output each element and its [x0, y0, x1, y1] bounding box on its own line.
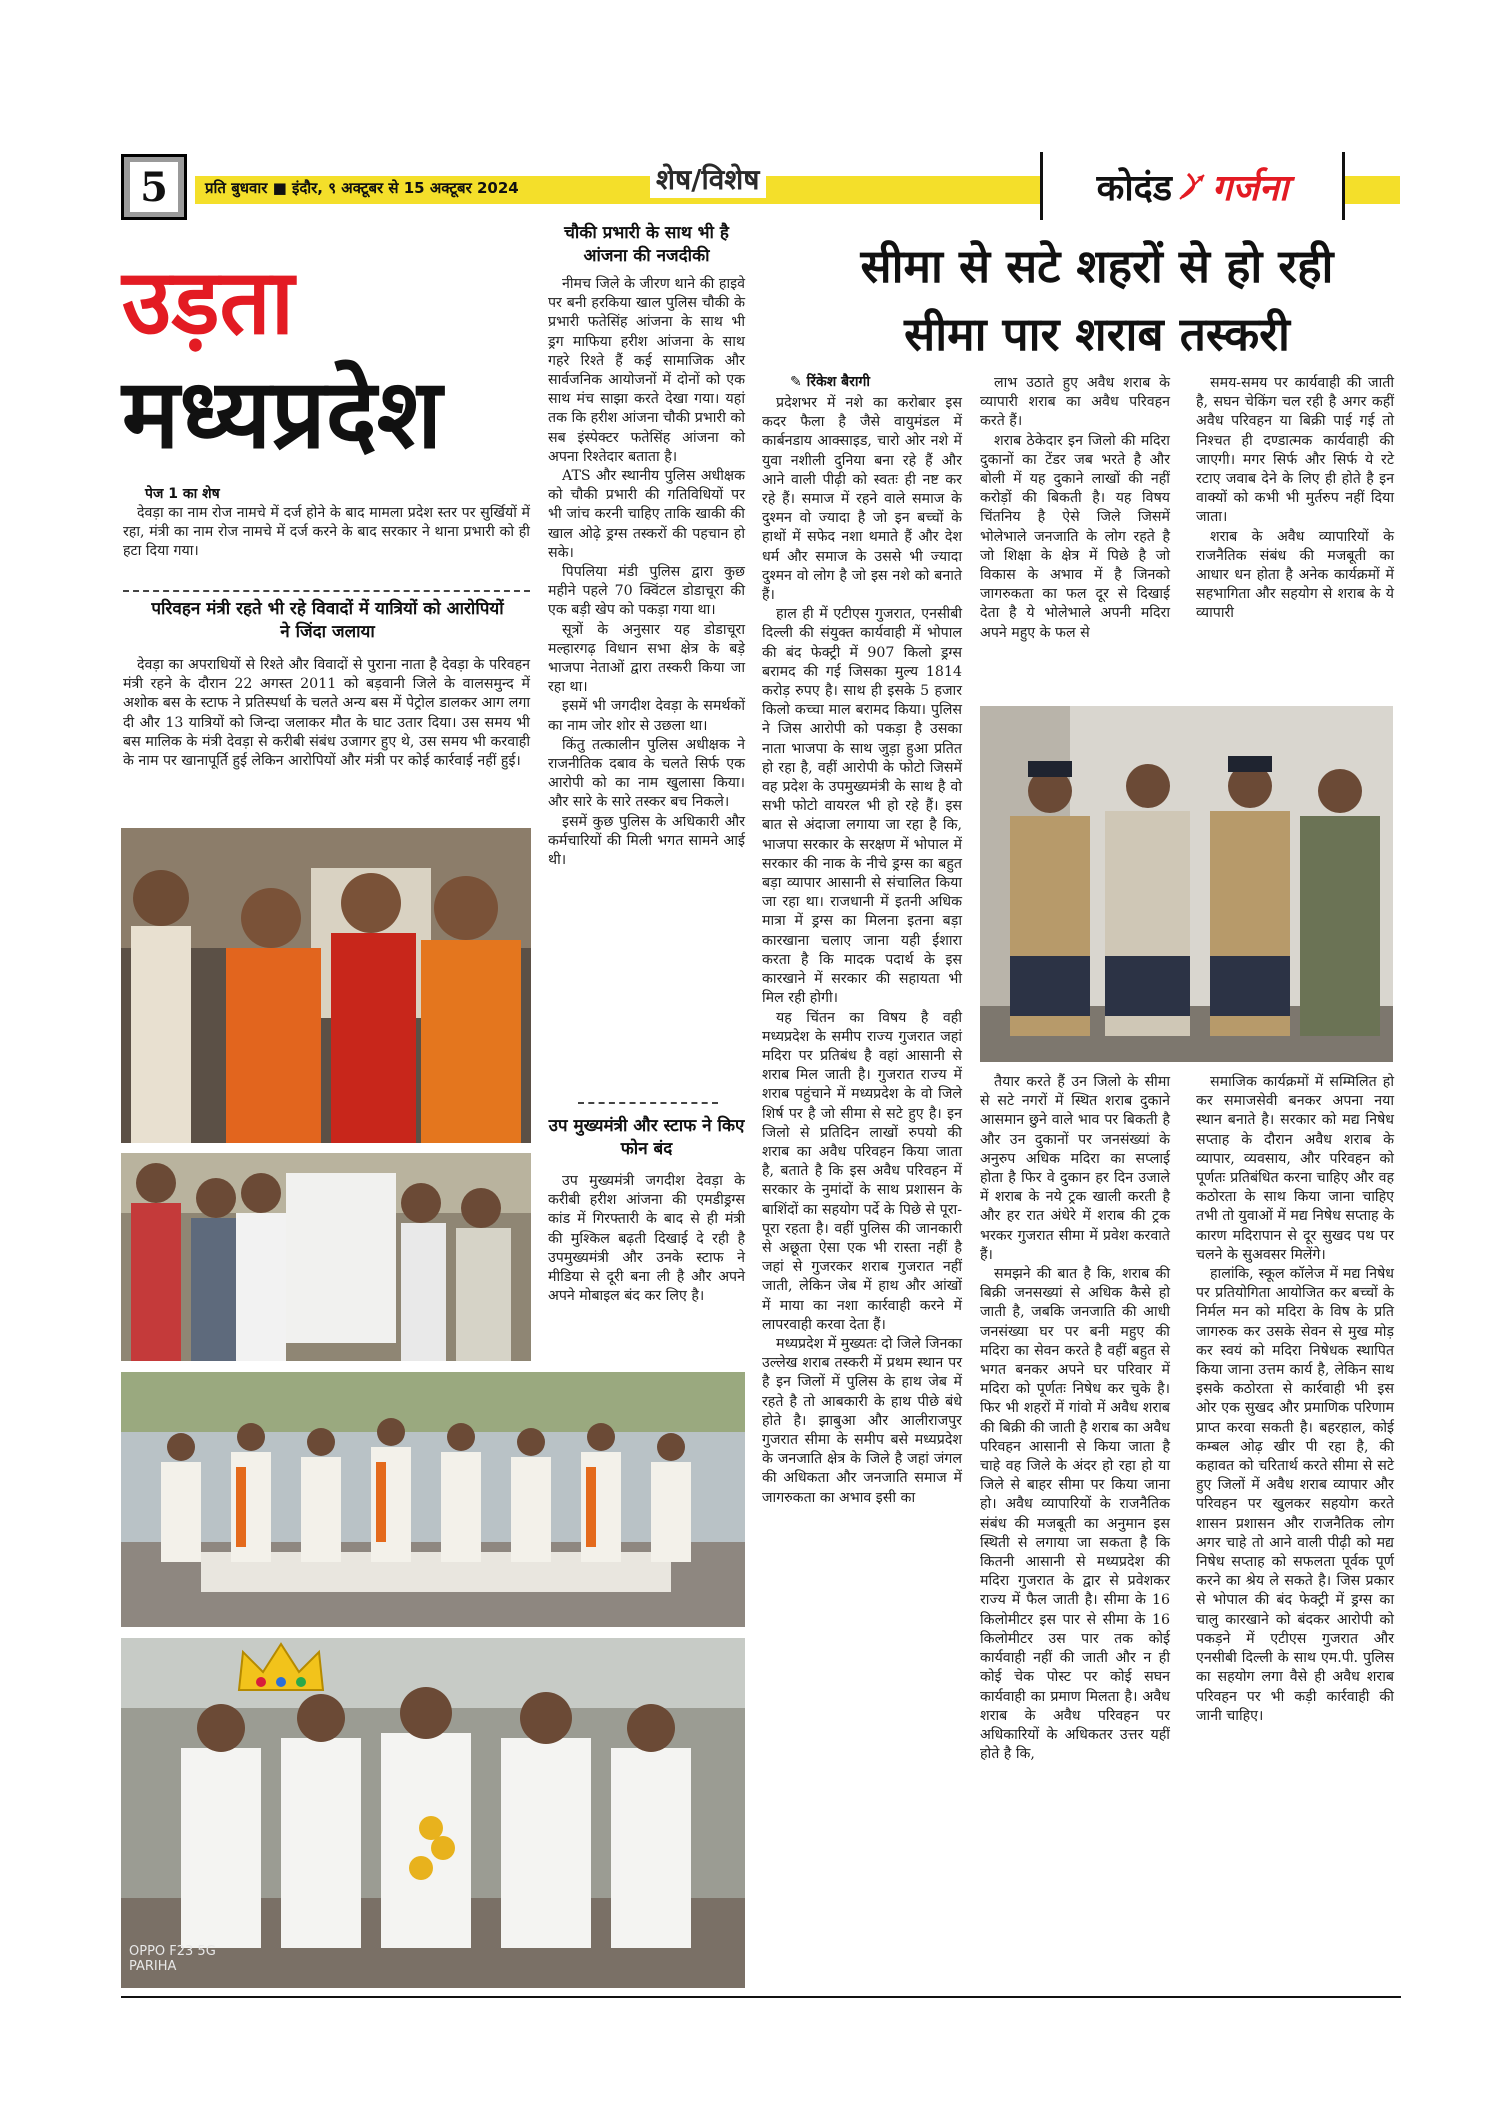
byline	[790, 372, 870, 391]
col5-para-a: समय-समय पर कार्यवाही की जाती है, सघन चेकिंग चल रही है अगर कहीं अवैध परिवहन या बिक्री पाई गई तो निश्चत ही दण्डात्मक कार्यवाही की जाएगी। मगर सिर्फ और सिर्फ ये रटे रटाए जवाब देने के लिए ही होते है इन वाक्यों को कभी भी मुर्तरुप नहीं दिया जाता।	[1196, 375, 1394, 526]
col3-block-a	[762, 394, 962, 1508]
col2-para-5: इसमें भी जगदीश देवड़ा के समर्थकों का नाम जोर शोर से उछला था।	[548, 698, 745, 734]
col4-para-d: समझने की बात है कि, शराब की बिक्री जनसख्यां से अधिक कैसे हो जाती है, जबकि जनजाति की आधी जनसंख्या घर पर बनी महुए की मदिरा का सेवन करते है वहीं बहुत से भगत बनकर अपने घर परिवार में मदिरा को पूर्णतः निषेध कर चुके है। फिर भी शहरों में गांवो में अवैध शराब की बिक्री की जाती है शराब का अवैध परिवहन आसानी से किया जाता है चाहे वह जिले के अंदर हो रहा हो या जिले से बाहर सीमा पर किया जाना हो। अवैध व्यापारियों के राजनैतिक संबंध की मजबूती का अनुमान इस स्थिती से लगाया जा सकता है कि कितनी आसानी से मध्यप्रदेश की मदिरा गुजरात के द्वार से प्रवेशकर राज्य में फैल जाती है। सीमा के 16 किलोमीटर इस पार से सीमा के 16 किलोमीटर उस पार तक कोई कार्यवाही नहीं की जाती और न ही कोई चेक पोस्ट पर कोई सघन कार्यवाही का प्रमाण मिलता है। अवैध शराब के अवैध परिवहन पर अधिकारियों के अधिकतर उत्तर यहीं होते है कि,	[980, 1266, 1170, 1763]
logo-text-red: गर्जना	[1212, 166, 1289, 209]
col2-box-paragraph: उप मुख्यमंत्री जगदीश देवड़ा के करीबी हरीश आंजना की एमडीड्रग्स कांड में गिरफ्तारी के बाद से ही मंत्री की मुश्किल बढ़ती दिखाई दे रही है उपमुख्यमंत्री और उनके स्टाफ ने मीडिया से दूरी बना ली है और अपने अपने मोबाइल बंद कर लिए है।	[548, 1173, 745, 1305]
crown-icon	[233, 1638, 329, 1698]
photo-watermark: OPPO F23 5G PARIHA	[129, 1944, 216, 1974]
col2-para-7: इसमें कुछ पुलिस के अधिकारी और कर्मचारियों की मिली भगत सामने आई थी।	[548, 813, 745, 869]
page-number-box	[121, 154, 187, 220]
lead-headline-red: उड़ता	[122, 249, 295, 355]
pen-icon: ✎	[790, 374, 802, 390]
photo-refrigerator-group	[121, 1153, 531, 1361]
logo-text-black: कोदंड	[1096, 166, 1173, 209]
col4-para-a: लाभ उठाते हुए अवैध शराब के व्यापारी शराब का अवैध परिवहन करते हैं।	[980, 375, 1170, 430]
col4-para-b: शराब ठेकेदार इन जिलो की मदिरा दुकानों का टेंडर जब भरते है और बोली में यह दुकाने लाखों की नहीं करोड़ों की बिकती है। यह विषय चिंतनिय है ऐसे जिले जिसमें भोलेभाले जनजाति के लोग रहते है जो शिक्षा के क्षेत्र में पिछे है जो विकास के अभाव में है जिनको जागरुकता का फल दूर से दिखाई देता है ये भोलेभाले अपनी मदिरा अपने महुए के फल से	[980, 432, 1170, 641]
col3-para-b: हाल ही में एटीएस गुजरात, एनसीबी दिल्ली की संयुक्त कार्यवाही में भोपाल की बंद फेक्ट्री में 907 किलो ड्रग्स बरामद की गई जिसका मुल्य 1814 करोड़ रुपए है। साथ ही इसके 5 हजार किलो कच्चा माल बरामद किया। पुलिस ने जिस आरोपी को पकड़ा है उसका नाता भाजपा के साथ जुड़ा हुआ प्रतित हो रहा है, वहीं आरोपी के फोटो जिसमें वह प्रदेश के उपमुख्यमंत्री के साथ है वो सभी फोटो वायरल भी हो रहे हैं। इस बात से अंदाजा लगाया जा रहा है कि, भाजपा सरकार के सरक्षण में भोपाल में सरकार की नाक के नीचे ड्रग्स का बहुत बड़ा व्यापार आसानी से संचालित किया जा रहा था। राजधानी में इतनी अधिक मात्रा में ड्रग्स का मिलना इतना बड़ा कारखाना चलाए जाना यही ईशारा करता है कि मादक पदार्थ के इस कारखाने में सरकार की सहायता भी मिल रही होगी।	[762, 606, 962, 1007]
lead-headline-black: मध्यप्रदेश	[122, 357, 443, 470]
photo-stage-celebration	[121, 1372, 745, 1627]
col3-para-a: प्रदेशभर में नशे का करोबार इस कदर फैला है जैसे वायुमंडल में कार्बनडाय आक्साइड, चारो ओर नशे में युवा नशीली दुनिया बना रहे हैं और आने वाली पीढ़ी को स्वतः ही नष्ट कर रहे हैं। समाज में रहने वाले समाज के दुश्मन वो ज्यादा है जो इन बच्चों के हाथों में सफेद नशा थमाते हैं और देश धर्म और समाज के उससे भी ज्यादा दुश्मन वो लोग है जो इस नशे को बनाते हैं।	[762, 395, 962, 604]
col2-text	[548, 275, 745, 870]
main-headline	[792, 232, 1402, 368]
photo-saffron-group	[121, 828, 531, 1143]
col3-para-d: मध्यप्रदेश में मुख्यतः दो जिले जिनका उल्लेख शराब तस्करी में प्रथम स्थान पर है इन जिलों में पुलिस के हाथ जेब में रहते है तो आबकारी के हाथ पीछे बंधे होते है। झाबुआ और आलीराजपुर गुजरात सीमा के समीप बसे मध्यप्रदेश के जनजाति क्षेत्र के जिले है जहां जंगल की अधिकता और जनजाति समाज में जागरुकता का अभाव इसी का	[762, 1335, 962, 1506]
continued-text	[123, 504, 530, 562]
col2-box-text	[548, 1172, 745, 1306]
col2-divider	[578, 1102, 718, 1104]
story2-text	[123, 656, 530, 771]
section-label: शेष/विशेष	[650, 160, 766, 198]
main-headline-line2: सीमा पार शराब तस्करी	[904, 307, 1290, 361]
photo-police-arrest	[980, 706, 1393, 1062]
col2-box-title: उप मुख्यमंत्री और स्टाफ ने किए फोन बंद	[548, 1116, 745, 1159]
col2-para-2: ATS और स्थानीय पुलिस अधीक्षक को चौकी प्रभारी की गतिविधियों पर भी जांच करनी चाहिए ताकि खाकी की खाल ओढ़े ड्रग्स तस्करों की पहचान हो सके।	[548, 468, 745, 561]
col2-title: चौकी प्रभारी के साथ भी है आंजना की नजदीकी	[564, 223, 729, 266]
col4-para-c: तैयार करते हैं उन जिलो के सीमा से सटे नगरों में स्थित शराब दुकाने आसमान छुने वाले भाव पर बिकती है और उन दुकानों पर जनसंख्यां के अनुरुप अधिक मदिरा का सप्लाई होता है फिर वे दुकान हर दिन उजाले में शराब के नये ट्रक खाली करती है और हर रात अंधेरे में शराब की ट्रक भरकर गुजरात सीमा में प्रवेश करवाते हैं।	[980, 1074, 1170, 1263]
masthead-logo	[1040, 152, 1345, 220]
col2-para-1: नीमच जिले के जीरण थाने की हाइवे पर बनी हरकिया खाल पुलिस चौकी के प्रभारी फतेसिंह आंजना के साथ भी ड्रग माफिया हरीश आंजना के साथ गहरे रिश्ते हैं कई सामाजिक और सार्वजनिक आयोजनों में दोनों को एक साथ मंच साझा करते देखा गया। यहां तक कि हरीश आंजना चौकी प्रभारी को सब इंस्पेक्टर फतेसिंह आंजना को अपना रिश्तेदार बताता है।	[548, 276, 745, 465]
col5-para-d: हालांकि, स्कूल कॉलेज में मद्य निषेध पर प्रतियोगिता आयोजित कर बच्चों के निर्मल मन को मदिरा के विष के प्रति जागरुक कर उसके सेवन से मुख मोड़ कर स्वयं को मदिरा निषेधक स्थापित किया जाना उत्तम कार्य है, लेकिन साथ इसके कठोरता से कार्रवाही भी इस ओर एक सुखद और प्रमाणिक परिणाम प्राप्त करवा सकती है। बहरहाल, कोई कम्बल ओढ़ खीर पी रहा है, की कहावत को चरितार्थ करते सीमा से सटे हुए जिलों में अवैध शराब व्यापार और परिवहन पर खुलकर सहयोग करते शासन प्रशासन और राजनैतिक लोग अगर चाहे तो आने वाली पीढ़ी को मद्य निषेध सप्ताह को सफलता पूर्वक पूर्ण करने का श्रेय ले सकते है। जिस प्रकार से भोपाल की बंद फेक्ट्री में ड्रग्स का चालु कारखाने को बंदकर आरोपी को पकड़ने में एटीएस गुजरात और एनसीबी दिल्ली के साथ एम.पी. पुलिस का सहयोग लगा वैसे ही अवैध शराब परिवहन पर भी कड़ी कार्रवाही की जानी चाहिए।	[1196, 1266, 1394, 1724]
bottom-rule	[121, 1996, 1401, 1998]
continued-label: पेज 1 का शेष	[145, 486, 220, 502]
main-headline-line1: सीमा से सटे शहरों से हो रही	[860, 239, 1334, 293]
col3-para-c: यह चिंतन का विषय है वही मध्यप्रदेश के समीप राज्य गुजरात जहां मदिरा पर प्रतिबंध है वहां आसानी से शराब मिल जाती है। गुजरात राज्य में शराब पहुंचाने में मध्यप्रदेश के वो जिले शिर्ष पर है जो सीमा से सटे हुए है। इन जिलो से प्रतिदिन लाखों रुपयो की शराब का अवैध परिवहन किया जाता है, बताते है कि इस अवैध परिवहन में सरकार के नुमांदों के साथ प्रशासन के बाशिंदों का सहयोग पर्दे के पिछे से पूरा-पूरा रहता है। वहीं पुलिस की जानकारी से अछूता ऐसा एक भी रास्ता नहीं है जहां से गुजरकर शराब गुजरात नहीं जाती, लेकिन जेब में हाथ और आंखों में माया का नशा कार्रवाही करने में लापरवाही करवा देता हैं।	[762, 1009, 962, 1333]
col4-block-bottom	[980, 1073, 1170, 1764]
col2-para-6: किंतु तत्कालीन पुलिस अधीक्षक ने राजनीतिक दबाव के चलते सिर्फ एक आरोपी को का नाम खुलासा किया। और सारे के सारे तस्कर बच निकले।	[548, 736, 745, 811]
story2-title: परिवहन मंत्री रहते भी रहे विवादों में यात्रियों को आरोपियों ने जिंदा जलाया	[151, 599, 504, 642]
col5-block-top	[1196, 374, 1394, 624]
byline-name: रिंकेश बैरागी	[806, 374, 870, 390]
col2-para-3: पिपलिया मंडी पुलिस द्वारा कुछ महीने पहले 70 क्विंटल डोडाचूरा की एक बड़ी खेप को पकड़ा गया था।	[548, 564, 745, 619]
continued-paragraph: देवड़ा का नाम रोज नामचे में दर्ज होने के बाद मामला प्रदेश स्तर पर सुर्खियों में रहा, मंत्री का नाम रोज नामचे में दर्ज करने के बाद सरकार ने थाना प्रभारी को ही हटा दिया गया।	[123, 505, 530, 560]
page-number: 5	[130, 162, 178, 212]
col2-para-4: सूत्रों के अनुसार यह डोडाचूरा मल्हारगढ़ विधान सभा क्षेत्र के बड़े भाजपा नेताओं द्वारा तस्करी किया जा रहा था।	[548, 621, 745, 696]
dateline: प्रति बुधवार ■ इंदौर, ९ अक्टूबर से 15 अक्टूबर 2024	[205, 179, 519, 197]
photo-walking-procession	[121, 1638, 745, 1988]
bow-arrow-icon	[1178, 171, 1206, 201]
col4-block-top	[980, 374, 1170, 643]
col5-para-c: समाजिक कार्यक्रमों में सम्मिलित हो कर समाजसेवी बनकर अपना नया स्थान बनाते है। सरकार को मद्य निषेध सप्ताह के दौरान अवैध शराब के व्यापार, व्यवसाय, और परिवहन को पूर्णतः प्रतिबंधित करना चाहिए और वह कठोरता के साथ किया जाना चाहिए तभी तो युवाओं में मद्य निषेध सप्ताह के कारण मदिरापान से दूर सुखद पथ पर चलने के सुअवसर मिलेंगे।	[1196, 1074, 1394, 1263]
story2-paragraph: देवड़ा का अपराधियों से रिश्ते और विवादों से पुराना नाता है देवड़ा के परिवहन मंत्री रहने के दौरान 22 अगस्त 2011 को बड़वानी जिले के वालसमुन्द में अशोक बस के स्टाफ ने प्रतिस्पर्धा के चलते अन्य बस में पेट्रोल डालकर आग लगा दी और 13 यात्रियों को जिन्दा जलाकर मौत के घाट उतार दिया। उस समय भी बस मालिक के मंत्री देवड़ा से करीबी संबंध उजागर हुए थे, उस समय भी करवाही के नाम पर खानापूर्ति हुई लेकिन आरोपियों और मंत्री पर कोई कार्रवाई नहीं हुई।	[123, 657, 530, 770]
col5-block-bottom	[1196, 1073, 1394, 1726]
col5-para-b: शराब के अवैध व्यापारियों के राजनैतिक संबंध की मजबूती का आधार धन होता है अनेक कार्यक्रमों में सहभागिता और सहयोग से शराब के ये व्यापारी	[1196, 528, 1394, 622]
divider-dashed	[123, 590, 530, 592]
